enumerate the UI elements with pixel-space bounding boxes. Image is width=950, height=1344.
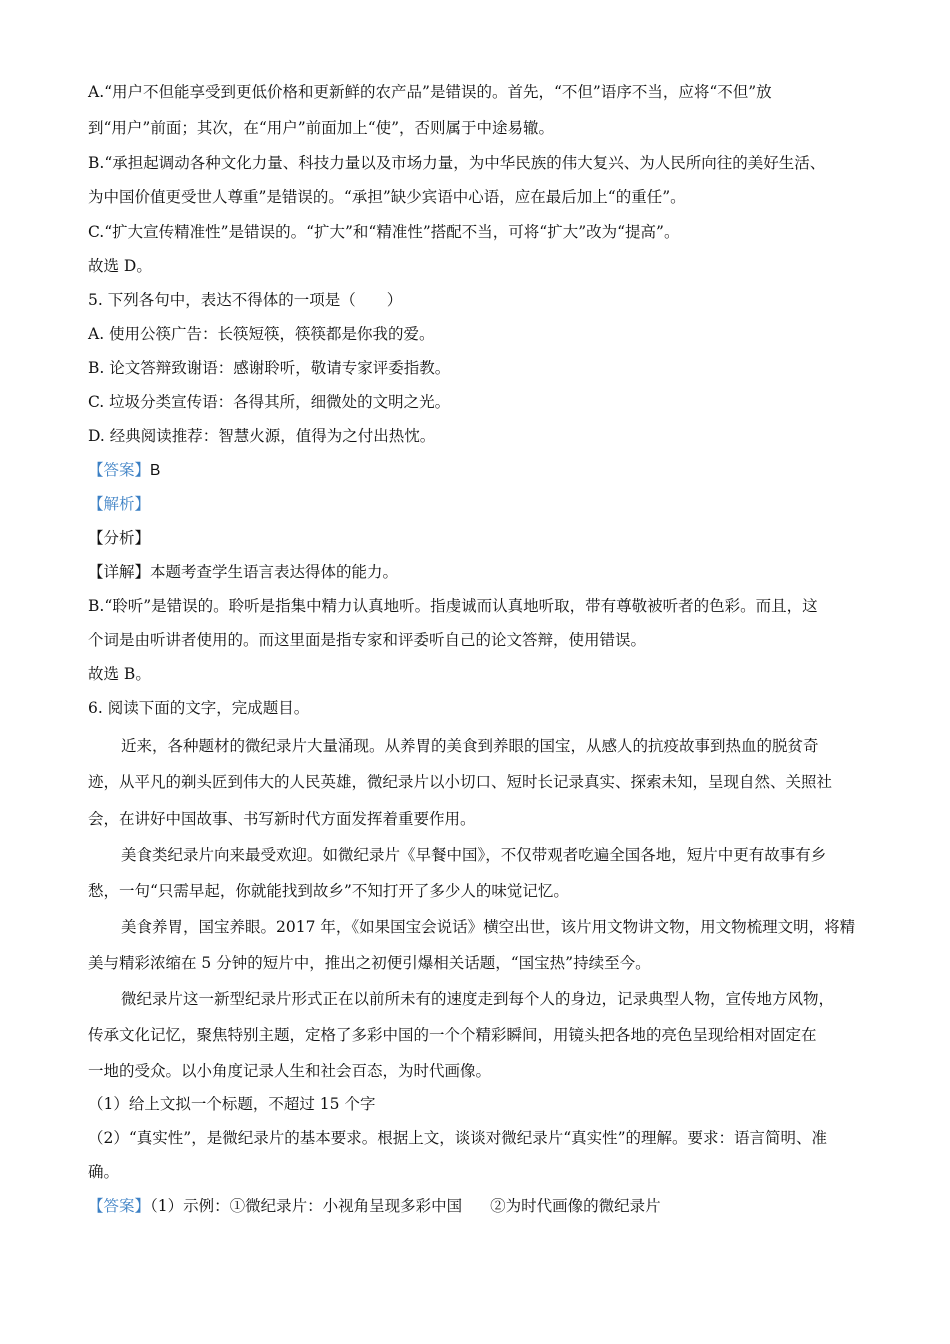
- text-line: 个词是由听讲者使用的。而这里面是指专家和评委听自己的论文答辩，使用错误。: [88, 631, 647, 649]
- sub-question-2: （2）“真实性”，是微纪录片的基本要求。根据上文，谈谈对微纪录片“真实性”的理解。要求：语言简明、准: [88, 1129, 828, 1147]
- passage-line: 传承文化记忆，聚焦特别主题，定格了多彩中国的一个个精彩瞬间，用镜头把各地的亮色呈现给相对固定在: [88, 1026, 817, 1044]
- answer-tag: 【答案】: [88, 461, 151, 479]
- answer-line-6: [88, 1195, 661, 1217]
- analysis-tag: 【解析】: [88, 495, 151, 513]
- text-line: 到“用户”前面；其次，在“用户”前面加上“使”，否则属于中途易辙。: [88, 119, 555, 137]
- question-5-stem: 5. 下列各句中，表达不得体的一项是（ ）: [88, 291, 403, 309]
- text-line: C.“扩大宣传精准性”是错误的。“扩大”和“精准性”搭配不当，可将“扩大”改为“提高”。: [88, 223, 680, 241]
- answer-example-2: ②为时代画像的微纪录片: [490, 1197, 661, 1215]
- passage-line: 一地的受众。以小角度记录人生和社会百态，为时代画像。: [88, 1062, 492, 1080]
- passage-line: 美食养胃，国宝养眼。2017 年，《如果国宝会说话》横空出世，该片用文物讲文物，用文物梳理文明，将精: [121, 918, 856, 936]
- text-line: A.“用户不但能享受到更低价格和更新鲜的农产品”是错误的。首先，“不但”语序不当，应将“不但”放: [88, 83, 772, 101]
- text-line: 故选 D。: [88, 257, 152, 275]
- text-line: 为中国价值更受世人尊重”是错误的。“承担”缺少宾语中心语，应在最后加上“的重任”。: [88, 188, 686, 206]
- sub-question-2-cont: 确。: [88, 1163, 120, 1181]
- answer-tag: 【答案】: [88, 1197, 151, 1215]
- fenxi-tag: 【分析】: [88, 529, 151, 547]
- passage-line: 微纪录片这一新型纪录片形式正在以前所未有的速度走到每个人的身边，记录典型人物，宣传地方风物，: [121, 990, 835, 1008]
- option-b: B. 论文答辩致谢语：感谢聆听，敬请专家评委指教。: [88, 359, 451, 377]
- text-line: B.“聆听”是错误的。聆听是指集中精力认真地听。指虔诚而认真地听取，带有尊敬被听者的色彩。而且，这: [88, 597, 818, 615]
- answer-line: [88, 459, 160, 482]
- sub-question-1: （1）给上文拟一个标题，不超过 15 个字: [88, 1095, 376, 1113]
- passage-line: 美与精彩浓缩在 5 分钟的短片中，推出之初便引爆相关话题，“国宝热”持续至今。: [88, 954, 651, 972]
- passage-line: 迹，从平凡的剃头匠到伟大的人民英雄，微纪录片以小切口、短时长记录真实、探索未知，呈现自然、关照社: [88, 773, 833, 791]
- detail-line: 【详解】本题考查学生语言表达得体的能力。: [88, 563, 399, 581]
- text-line: 故选 B。: [88, 665, 151, 683]
- option-c: C. 垃圾分类宣传语：各得其所，细微处的文明之光。: [88, 393, 451, 411]
- passage-line: 近来，各种题材的微纪录片大量涌现。从养胃的美食到养眼的国宝，从感人的抗疫故事到热血的脱贫奇: [121, 737, 819, 755]
- passage-line: 愁，一句“只需早起，你就能找到故乡”不知打开了多少人的味觉记忆。: [88, 882, 569, 900]
- answer-value: B: [150, 462, 161, 479]
- answer-example-1: （1）示例：①微纪录片：小视角呈现多彩中国: [150, 1197, 463, 1215]
- passage-line: 美食类纪录片向来最受欢迎。如微纪录片《早餐中国》，不仅带观者吃遍全国各地，短片中更有故事有乡: [121, 846, 827, 864]
- question-6-stem: 6. 阅读下面的文字，完成题目。: [88, 699, 310, 717]
- option-a: A. 使用公筷广告：长筷短筷，筷筷都是你我的爱。: [88, 325, 435, 343]
- option-d: D. 经典阅读推荐：智慧火源，值得为之付出热忱。: [88, 427, 436, 445]
- passage-line: 会，在讲好中国故事、书写新时代方面发挥着重要作用。: [88, 810, 476, 828]
- text-line: B.“承担起调动各种文化力量、科技力量以及市场力量，为中华民族的伟大复兴、为人民所向往的美好生活、: [88, 154, 826, 172]
